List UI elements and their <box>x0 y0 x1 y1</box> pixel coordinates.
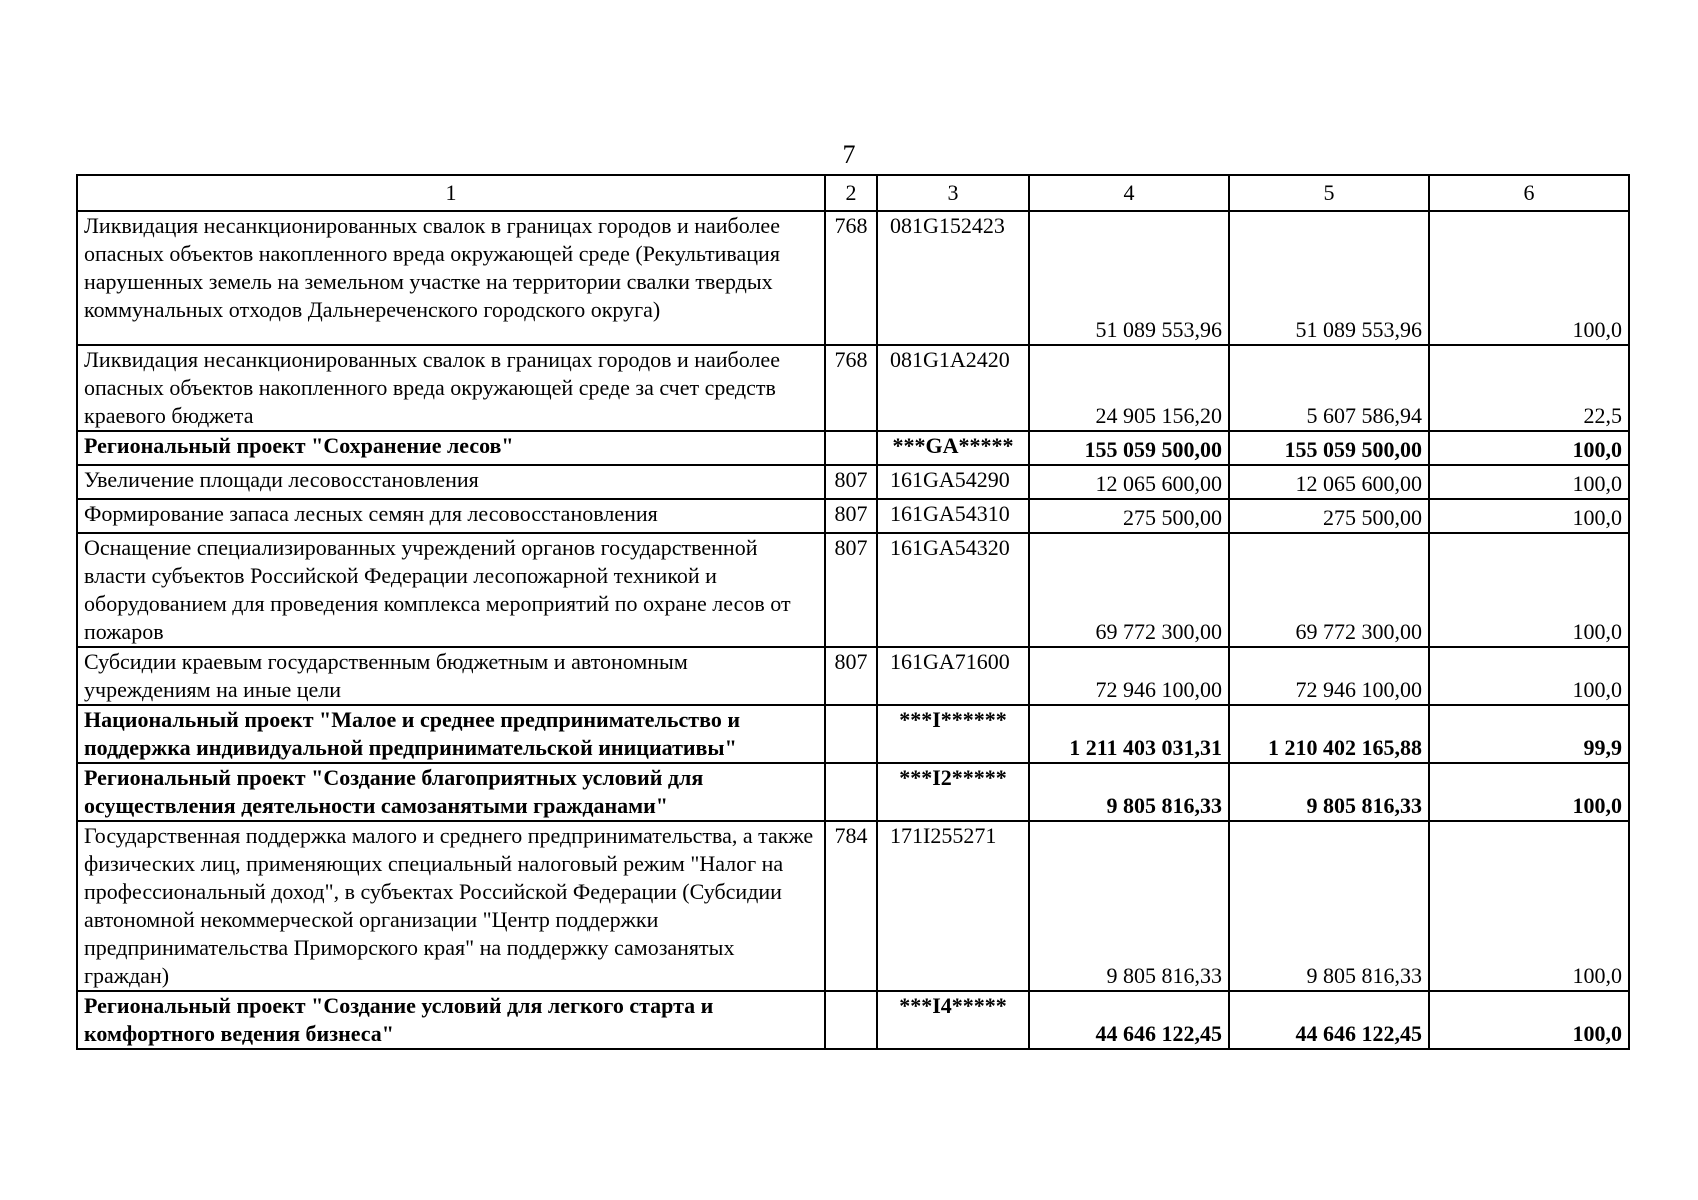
table-row <box>77 533 1629 647</box>
row-executed-amount: 275 500,00 <box>1229 499 1429 533</box>
column-header-3: 3 <box>877 175 1029 211</box>
row-planned-amount: 155 059 500,00 <box>1029 431 1229 465</box>
row-name: Региональный проект "Создание условий для легкого старта и комфортного ведения бизнеса" <box>77 991 825 1049</box>
table-row <box>77 345 1629 431</box>
table-header-row <box>77 175 1629 211</box>
row-name: Региональный проект "Создание благоприятных условий для осуществления деятельности самозанятыми гражданами" <box>77 763 825 821</box>
row-department-code: 807 <box>825 465 877 499</box>
table-row <box>77 647 1629 705</box>
row-executed-amount: 5 607 586,94 <box>1229 345 1429 431</box>
row-department-code: 768 <box>825 211 877 345</box>
row-planned-amount: 9 805 816,33 <box>1029 763 1229 821</box>
row-department-code: 784 <box>825 821 877 991</box>
table-row <box>77 211 1629 345</box>
row-department-code <box>825 991 877 1049</box>
row-execution-percent: 100,0 <box>1429 991 1629 1049</box>
row-name: Оснащение специализированных учреждений органов государственной власти субъектов Российской Федерации лесопожарной техникой и оборудованием для проведения комплекса мероприятий по охране лесов от пожаров <box>77 533 825 647</box>
row-execution-percent: 100,0 <box>1429 211 1629 345</box>
row-name: Региональный проект "Сохранение лесов" <box>77 431 825 465</box>
table-row <box>77 821 1629 991</box>
row-budget-code: 161GA54290 <box>877 465 1029 499</box>
row-department-code <box>825 763 877 821</box>
row-execution-percent: 99,9 <box>1429 705 1629 763</box>
row-planned-amount: 69 772 300,00 <box>1029 533 1229 647</box>
row-budget-code: 081G152423 <box>877 211 1029 345</box>
row-name: Субсидии краевым государственным бюджетным и автономным учреждениям на иные цели <box>77 647 825 705</box>
row-planned-amount: 51 089 553,96 <box>1029 211 1229 345</box>
row-executed-amount: 44 646 122,45 <box>1229 991 1429 1049</box>
table-row-project <box>77 991 1629 1049</box>
row-name: Увеличение площади лесовосстановления <box>77 465 825 499</box>
row-execution-percent: 100,0 <box>1429 821 1629 991</box>
row-name: Ликвидация несанкционированных свалок в границах городов и наиболее опасных объектов накопленного вреда окружающей среде (Рекультивация нарушенных земель на земельном участке на территории свалки твердых коммунальных отходов Дальнереченского городского округа) <box>77 211 825 345</box>
row-department-code: 807 <box>825 499 877 533</box>
table-row-project <box>77 431 1629 465</box>
row-budget-code: ***I2***** <box>877 763 1029 821</box>
row-planned-amount: 12 065 600,00 <box>1029 465 1229 499</box>
row-executed-amount: 155 059 500,00 <box>1229 431 1429 465</box>
row-execution-percent: 100,0 <box>1429 647 1629 705</box>
row-planned-amount: 275 500,00 <box>1029 499 1229 533</box>
row-budget-code: 081G1A2420 <box>877 345 1029 431</box>
row-budget-code: 161GA54310 <box>877 499 1029 533</box>
table-row-project <box>77 763 1629 821</box>
row-budget-code: ***I4***** <box>877 991 1029 1049</box>
column-header-1: 1 <box>77 175 825 211</box>
row-name: Национальный проект "Малое и среднее предпринимательство и поддержка индивидуальной предпринимательской инициативы" <box>77 705 825 763</box>
row-planned-amount: 44 646 122,45 <box>1029 991 1229 1049</box>
row-execution-percent: 22,5 <box>1429 345 1629 431</box>
column-header-6: 6 <box>1429 175 1629 211</box>
page-number: 7 <box>842 140 856 169</box>
row-executed-amount: 9 805 816,33 <box>1229 821 1429 991</box>
row-budget-code: 171I255271 <box>877 821 1029 991</box>
budget-execution-table <box>76 174 1630 1050</box>
row-execution-percent: 100,0 <box>1429 465 1629 499</box>
row-execution-percent: 100,0 <box>1429 499 1629 533</box>
row-executed-amount: 69 772 300,00 <box>1229 533 1429 647</box>
row-executed-amount: 72 946 100,00 <box>1229 647 1429 705</box>
row-department-code: 807 <box>825 647 877 705</box>
row-department-code <box>825 431 877 465</box>
row-department-code: 768 <box>825 345 877 431</box>
row-planned-amount: 1 211 403 031,31 <box>1029 705 1229 763</box>
row-planned-amount: 9 805 816,33 <box>1029 821 1229 991</box>
row-budget-code: 161GA71600 <box>877 647 1029 705</box>
column-header-2: 2 <box>825 175 877 211</box>
column-header-5: 5 <box>1229 175 1429 211</box>
row-executed-amount: 9 805 816,33 <box>1229 763 1429 821</box>
row-name: Ликвидация несанкционированных свалок в границах городов и наиболее опасных объектов накопленного вреда окружающей среде за счет средств краевого бюджета <box>77 345 825 431</box>
row-budget-code: ***I****** <box>877 705 1029 763</box>
table-row-project <box>77 705 1629 763</box>
row-executed-amount: 51 089 553,96 <box>1229 211 1429 345</box>
table-row <box>77 465 1629 499</box>
row-execution-percent: 100,0 <box>1429 763 1629 821</box>
row-executed-amount: 1 210 402 165,88 <box>1229 705 1429 763</box>
column-header-4: 4 <box>1029 175 1229 211</box>
row-planned-amount: 72 946 100,00 <box>1029 647 1229 705</box>
row-execution-percent: 100,0 <box>1429 533 1629 647</box>
row-budget-code: 161GA54320 <box>877 533 1029 647</box>
row-planned-amount: 24 905 156,20 <box>1029 345 1229 431</box>
row-name: Государственная поддержка малого и среднего предпринимательства, а также физических лиц, применяющих специальный налоговый режим "Налог на профессиональный доход", в субъектах Российской Федерации (Субсидии автономной некоммерческой организации "Центр поддержки предпринимательства Приморского края" на поддержку самозанятых граждан) <box>77 821 825 991</box>
row-executed-amount: 12 065 600,00 <box>1229 465 1429 499</box>
row-department-code: 807 <box>825 533 877 647</box>
row-execution-percent: 100,0 <box>1429 431 1629 465</box>
row-department-code <box>825 705 877 763</box>
row-name: Формирование запаса лесных семян для лесовосстановления <box>77 499 825 533</box>
table-row <box>77 499 1629 533</box>
row-budget-code: ***GA***** <box>877 431 1029 465</box>
